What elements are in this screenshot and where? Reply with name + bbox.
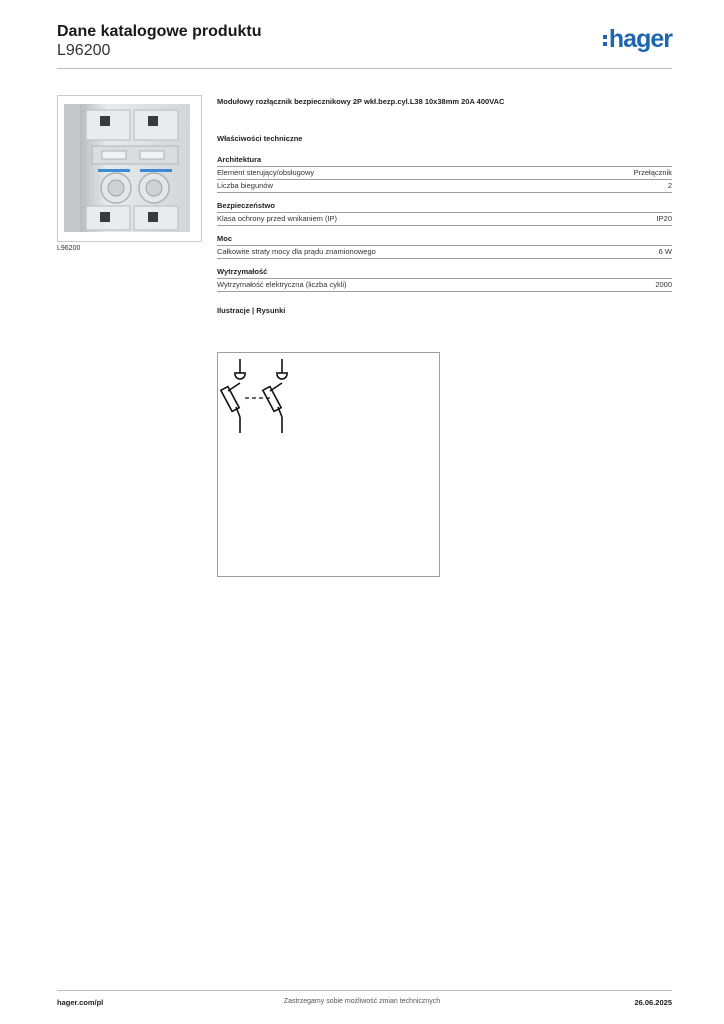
footer-date: 26.06.2025 (634, 998, 672, 1007)
property-row (217, 246, 672, 259)
image-caption: L96200 (57, 245, 81, 252)
property-row (217, 167, 672, 180)
wiring-diagram (217, 352, 440, 577)
property-group-safety (217, 201, 672, 226)
product-title: Modułowy rozłącznik bezpiecznikowy 2P wkł.bezp.cyl.L38 10x38mm 20A 400VAC (217, 97, 505, 106)
hager-logo (603, 26, 672, 52)
property-value: 6 W (658, 247, 672, 256)
illustrations-heading: Ilustracje | Rysunki (217, 306, 286, 315)
property-label: Element sterujący/obsługowy (217, 168, 315, 177)
property-value: 2000 (655, 280, 672, 289)
property-label: Liczba biegunów (217, 181, 273, 190)
property-value: 2 (667, 181, 672, 190)
group-title: Moc (217, 234, 672, 246)
logo-dots-icon (603, 35, 607, 46)
logo-text: hager (608, 25, 672, 53)
footer-website-link[interactable]: hager.com/pl (57, 998, 104, 1007)
page-header (57, 22, 261, 60)
property-group-durability (217, 267, 672, 292)
header-divider (57, 68, 672, 69)
property-group-architecture (217, 155, 672, 193)
fuse-switch-icon (58, 96, 201, 241)
group-title: Wytrzymałość (217, 267, 672, 279)
fuse-switch-symbol-icon (218, 353, 439, 576)
property-row (217, 180, 672, 193)
product-details (217, 97, 672, 315)
footer-divider (57, 990, 672, 991)
group-title: Architektura (217, 155, 672, 167)
property-value: IP20 (656, 214, 672, 223)
properties-heading: Właściwości techniczne (217, 134, 303, 143)
property-label: Całkowite straty mocy dla prądu znamionowego (217, 247, 376, 256)
property-row (217, 213, 672, 226)
property-row (217, 279, 672, 292)
group-title: Bezpieczeństwo (217, 201, 672, 213)
property-group-power (217, 234, 672, 259)
footer-disclaimer: Zastrzegamy sobie możliwość zmian technicznych (283, 998, 441, 1005)
property-label: Klasa ochrony przed wnikaniem (IP) (217, 214, 338, 223)
product-code: L96200 (57, 42, 111, 59)
property-value: Przełącznik (633, 168, 672, 177)
property-label: Wytrzymałość elektryczna (liczba cykli) (217, 280, 347, 289)
product-image (57, 95, 202, 242)
page-title: Dane katalogowe produktu (57, 23, 262, 40)
